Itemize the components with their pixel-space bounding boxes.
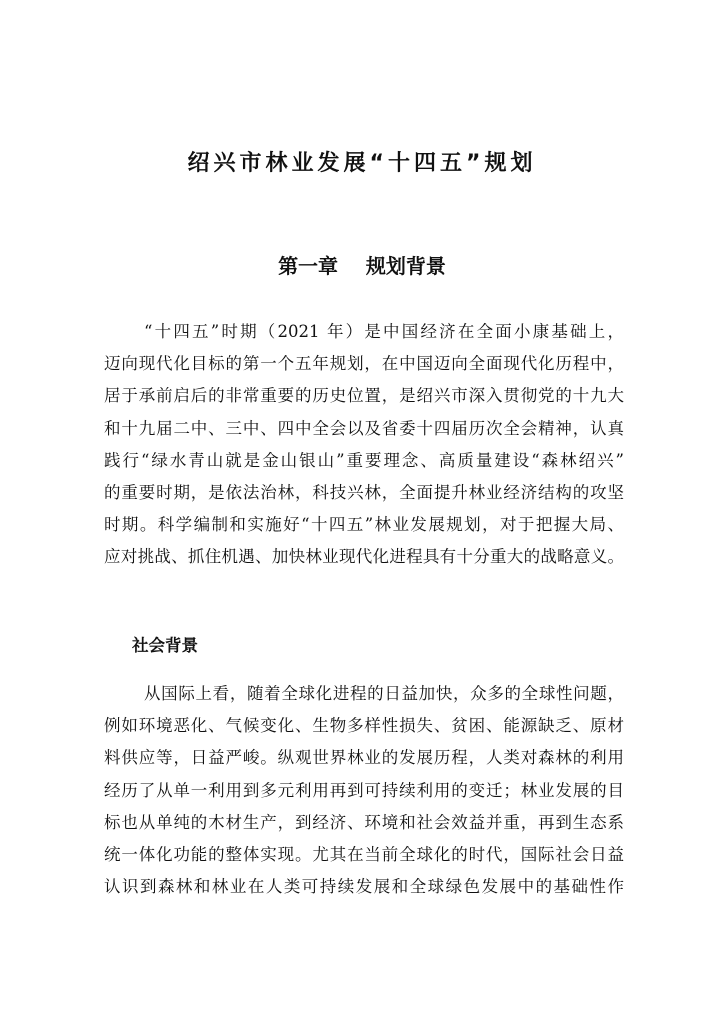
social-background-paragraph: [104, 678, 624, 903]
paragraph-line: 料供应等，日益严峻。纵观世界林业的发展历程，人类对森林的利用: [104, 748, 624, 768]
paragraph-line: 认识到森林和林业在人类可持续发展和全球绿色发展中的基础性作: [104, 877, 624, 897]
paragraph-line: 迈向现代化目标的第一个五年规划，在中国迈向全面现代化历程中，: [104, 354, 624, 374]
intro-paragraph: [104, 316, 624, 574]
paragraph-line: 居于承前启后的非常重要的历史位置，是绍兴市深入贯彻党的十九大: [104, 386, 624, 406]
document-title: 绍兴市林业发展“十四五”规划: [187, 151, 537, 176]
section-heading: 社会背景: [132, 636, 198, 655]
paragraph-line: 例如环境恶化、气候变化、生物多样性损失、贫困、能源缺乏、原材: [104, 716, 624, 736]
paragraph-line: 的重要时期，是依法治林，科技兴林，全面提升林业经济结构的攻坚: [104, 482, 624, 502]
paragraph-line: 标也从单纯的木材生产，到经济、环境和社会效益并重，再到生态系: [104, 812, 624, 832]
paragraph-line: 践行“绿水青山就是金山银山”重要理念、高质量建设“森林绍兴”: [104, 450, 624, 470]
paragraph-line: 和十九届二中、三中、四中全会以及省委十四届历次全会精神，认真: [104, 418, 624, 438]
paragraph-line: 经历了从单一利用到多元利用再到可持续利用的变迁；林业发展的目: [104, 780, 624, 800]
paragraph-line: 时期。科学编制和实施好“十四五”林业发展规划，对于把握大局、: [104, 515, 624, 535]
paragraph-line: 应对挑战、抓住机遇、加快林业现代化进程具有十分重大的战略意义。: [104, 547, 624, 567]
paragraph-line: 从国际上看，随着全球化进程的日益加快，众多的全球性问题，: [144, 684, 624, 703]
paragraph-line: “十四五”时期（2021 年）是中国经济在全面小康基础上，: [144, 322, 624, 341]
paragraph-line: 统一体化功能的整体实现。尤其在当前全球化的时代，国际社会日益: [104, 844, 624, 864]
chapter-heading: 第一章 规划背景: [278, 254, 446, 278]
